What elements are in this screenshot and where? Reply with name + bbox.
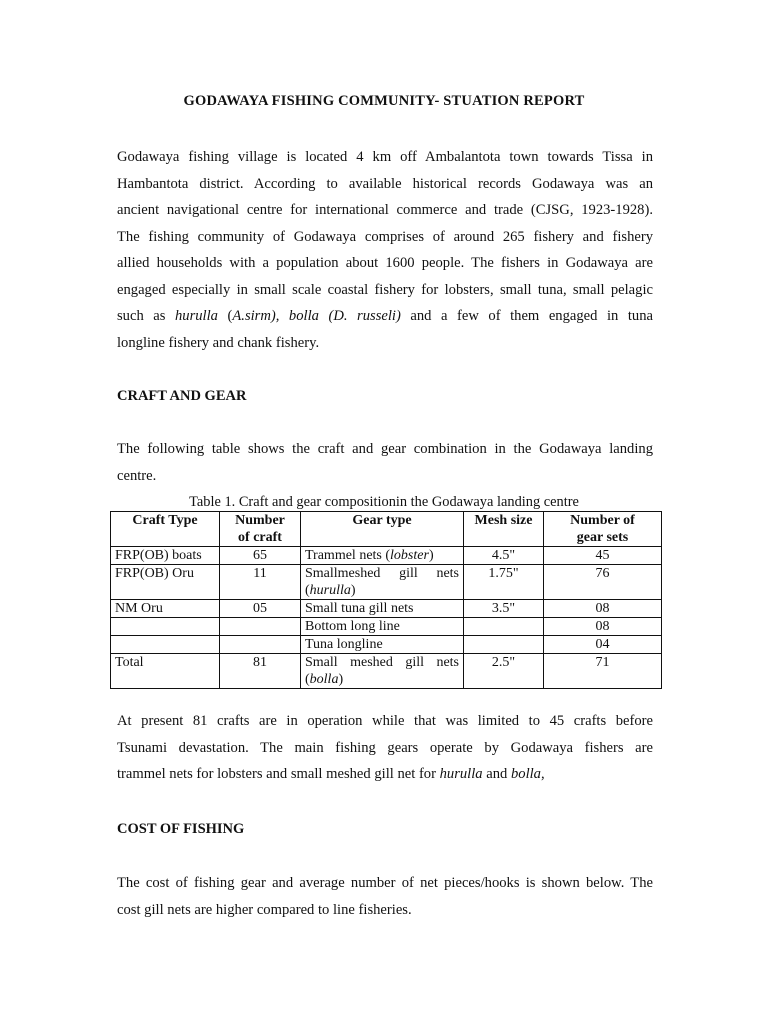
header-mesh-size: Mesh size	[464, 512, 544, 547]
cell-sets: 45	[544, 547, 662, 565]
species-name: bolla	[510, 766, 541, 782]
cell-sets: 04	[544, 636, 662, 654]
cell-mesh: 3.5"	[464, 600, 544, 618]
cell-number: 65	[220, 547, 301, 565]
craft-intro-paragraph	[117, 436, 653, 489]
cell-sets: 76	[544, 565, 662, 600]
intro-paragraph	[117, 144, 653, 356]
cost-line: cost gill nets are higher compared to line fisheries.	[117, 901, 412, 918]
table-row	[111, 565, 662, 600]
cell-craft: FRP(OB) Oru	[111, 565, 220, 600]
cell-sets: 71	[544, 654, 662, 689]
species-name: hurulla	[439, 766, 483, 782]
cell-sets: 08	[544, 618, 662, 636]
intro-line	[117, 303, 653, 330]
cost-line: The cost of fishing gear and average number of net pieces/hooks is shown below. The	[117, 875, 653, 891]
intro-text: (	[217, 308, 233, 324]
intro-line: The fishing community of Godawaya comprises of around 265 fishery and fishery	[117, 228, 653, 245]
cell-craft: Total	[111, 654, 220, 689]
cell-craft: FRP(OB) boats	[111, 547, 220, 565]
intro-text: such as	[117, 308, 175, 324]
cell-gear: Small tuna gill nets	[301, 600, 464, 618]
species-name: hurulla	[174, 308, 218, 324]
intro-line: Godawaya fishing village is located 4 km off Ambalantota town towards Tissa in	[117, 149, 653, 165]
header-gear-type: Gear type	[301, 512, 464, 547]
header-number-of-craft: Number of craft	[220, 512, 301, 547]
intro-line: allied households with a population about 1600 people. The fishers in Godawaya are	[117, 255, 653, 271]
after-table-line: trammel nets for lobsters and small meshed gill net for hurulla and bolla,	[117, 766, 545, 782]
cell-gear: Smallmeshed gill nets (hurulla)	[301, 565, 464, 600]
intro-line: longline fishery and chank fishery.	[117, 334, 320, 351]
section-heading-craft-gear: CRAFT AND GEAR	[117, 388, 247, 404]
cost-paragraph	[117, 870, 653, 923]
cell-number: 05	[220, 600, 301, 618]
craft-intro-line: centre.	[117, 467, 157, 484]
craft-gear-table	[110, 511, 662, 689]
table-row	[111, 547, 662, 565]
cell-craft: NM Oru	[111, 600, 220, 618]
cell-mesh: 2.5"	[464, 654, 544, 689]
craft-intro-line: The following table shows the craft and gear combination in the Godawaya landing	[117, 441, 653, 457]
after-table-line: At present 81 crafts are in operation while that was limited to 45 crafts before	[117, 713, 653, 729]
cell-gear: Small meshed gill nets (bolla)	[301, 654, 464, 689]
cell-gear: Tuna longline	[301, 636, 464, 654]
after-table-paragraph	[117, 708, 653, 788]
page-title: GODAWAYA FISHING COMMUNITY- STUATION REPORT	[183, 93, 585, 109]
intro-text: and a few of them engaged in tuna	[400, 308, 653, 324]
table-row-total	[111, 654, 662, 689]
table-row	[111, 618, 662, 636]
cell-gear: Trammel nets (lobster)	[301, 547, 464, 565]
cell-number: 81	[220, 654, 301, 689]
header-craft-type: Craft Type	[111, 512, 220, 547]
cell-number: 11	[220, 565, 301, 600]
intro-line: ancient navigational centre for international commerce and trade (CJSG, 1923-1928).	[117, 202, 653, 218]
cell-mesh	[464, 636, 544, 654]
table-row	[111, 600, 662, 618]
header-number-of-gear-sets: Number of gear sets	[544, 512, 662, 547]
table-header-row	[111, 512, 662, 547]
cell-mesh: 1.75"	[464, 565, 544, 600]
cell-mesh: 4.5"	[464, 547, 544, 565]
table-caption: Table 1. Craft and gear compositionin the Godawaya landing centre	[189, 494, 579, 510]
table-row	[111, 636, 662, 654]
intro-line: Hambantota district. According to available historical records Godawaya was an	[117, 175, 653, 192]
cell-gear: Bottom long line	[301, 618, 464, 636]
after-table-line: Tsunami devastation. The main fishing gears operate by Godawaya fishers are	[117, 739, 653, 756]
section-heading-cost: COST OF FISHING	[117, 821, 245, 837]
cell-craft	[111, 636, 220, 654]
species-scientific-names: A.sirm), bolla (D. russeli)	[232, 308, 401, 324]
cell-craft	[111, 618, 220, 636]
cell-number	[220, 636, 301, 654]
cell-number	[220, 618, 301, 636]
cell-mesh	[464, 618, 544, 636]
intro-line: engaged especially in small scale coastal fishery for lobsters, small tuna, small pelagic	[117, 281, 653, 298]
cell-sets: 08	[544, 600, 662, 618]
